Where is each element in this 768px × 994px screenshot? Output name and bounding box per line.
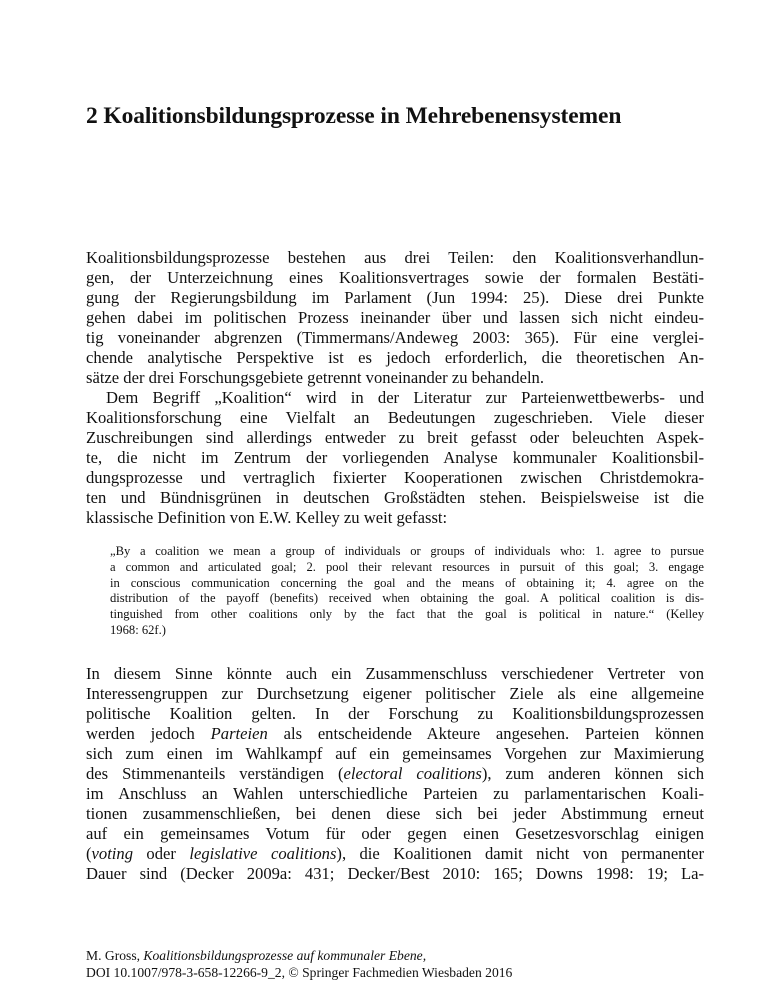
- text-run: des Stimmenanteils verständigen (: [86, 764, 344, 783]
- quote-line: in conscious communication concerning the goal and the means of obtaining it; 4. agree on the: [110, 575, 704, 590]
- text-line: In diesem Sinne könnte auch ein Zusammenschluss verschiedener Vertreter von: [86, 664, 704, 683]
- text-line: gung der Regierungsbildung im Parlament (Jun 1994: 25). Diese drei Punkte: [86, 288, 704, 307]
- emphasis-legislative-coalitions: legislative coalitions: [189, 844, 337, 863]
- quote-line: distribution of the payoff (benefits) received when obtaining the goal. A political coalition is dis-: [110, 591, 704, 606]
- block-quote: [110, 544, 704, 639]
- paragraph-coalition-types: [86, 664, 704, 884]
- text-run: ), zum anderen können sich: [481, 764, 704, 783]
- footer-book-title: Koalitionsbildungsprozesse auf kommunaler Ebene,: [143, 948, 427, 963]
- text-line: tionen zusammenschließen, bei denen diese sich bei jeder Abstimmung erneut: [86, 804, 704, 823]
- text-line: Interessengruppen zur Durchsetzung eigener politischer Ziele als eine allgemeine: [86, 684, 704, 703]
- text-line: gehen dabei im politischen Prozess ineinander über und lassen sich nicht eindeu-: [86, 308, 704, 327]
- text-line: klassische Definition von E.W. Kelley zu weit gefasst:: [86, 508, 448, 527]
- text-line: sätze der drei Forschungsgebiete getrennt voneinander zu behandeln.: [86, 368, 544, 387]
- text-line: [86, 844, 704, 864]
- text-line: [86, 764, 704, 784]
- quote-line: a common and articulated goal; 2. pool their relevant resources in pursuit of this goal; 3. engage: [110, 559, 704, 574]
- text-run: werden jedoch: [86, 724, 211, 743]
- text-run: ), die Koalitionen damit nicht von permanenter: [336, 844, 704, 863]
- text-line: Dauer sind (Decker 2009a: 431; Decker/Best 2010: 165; Downs 1998: 19; La-: [86, 864, 704, 883]
- text-line: dungsprozesse und vertraglich fixierter Kooperationen zwischen Christdemokra-: [86, 468, 704, 487]
- emphasis-electoral-coalitions: electoral coalitions: [343, 764, 482, 783]
- text-line: politische Koalition gelten. In der Forschung zu Koalitionsbildungsprozessen: [86, 704, 704, 723]
- text-line: chende analytische Perspektive ist es jedoch erforderlich, die theoretischen An-: [86, 348, 704, 367]
- quote-line: „By a coalition we mean a group of individuals or groups of individuals who: 1. agree to pursue: [110, 544, 704, 558]
- quote-line: tinguished from other coalitions only by the fact that the goal is political in nature.“ (Kelley: [110, 607, 704, 622]
- citation-footer: [86, 947, 512, 981]
- text-line: ten und Bündnisgrünen in deutschen Großstädten stehen. Beispielsweise ist die: [86, 488, 704, 507]
- text-line: sich zum einen im Wahlkampf auf ein gemeinsames Vorgehen zur Maximierung: [86, 744, 704, 763]
- footer-author-line: [86, 947, 512, 964]
- emphasis-parteien: Parteien: [210, 724, 268, 743]
- text-line: im Anschluss an Wahlen unterschiedliche Parteien zu parlamentarischen Koali-: [86, 784, 704, 803]
- footer-doi: DOI 10.1007/978-3-658-12266-9_2, © Springer Fachmedien Wiesbaden 2016: [86, 965, 513, 980]
- quote-line: 1968: 62f.): [110, 622, 166, 637]
- text-line: gen, der Unterzeichnung eines Koalitionsvertrages sowie der formalen Bestäti-: [86, 268, 704, 287]
- text-run: (: [86, 844, 92, 863]
- footer-author: M. Gross,: [86, 948, 144, 963]
- text-line: Zuschreibungen sind allerdings entweder zu breit gefasst oder beleuchten Aspek-: [86, 428, 704, 447]
- text-line: tig voneinander abgrenzen (Timmermans/Andeweg 2003: 365). Für eine verglei-: [86, 328, 704, 347]
- text-line: auf ein gemeinsames Votum für oder gegen einen Gesetzesvorschlag einigen: [86, 824, 704, 843]
- emphasis-voting: voting: [91, 844, 134, 863]
- paragraph-intro: [86, 248, 704, 528]
- chapter-title: 2 Koalitionsbildungsprozesse in Mehrebenensystemen: [86, 103, 622, 129]
- text-line: Koalitionsforschung eine Vielfalt an Bedeutungen zugeschrieben. Viele dieser: [86, 408, 704, 427]
- text-line: Koalitionsbildungsprozesse bestehen aus drei Teilen: den Koalitionsverhandlun-: [86, 248, 704, 267]
- text-run: oder: [133, 844, 190, 863]
- text-run: als entscheidende Akteure angesehen. Parteien können: [267, 724, 704, 743]
- text-line: Dem Begriff „Koalition“ wird in der Literatur zur Parteienwettbewerbs- und: [106, 388, 704, 407]
- text-line: te, die nicht im Zentrum der vorliegenden Analyse kommunaler Koalitionsbil-: [86, 448, 704, 467]
- text-line: [86, 724, 704, 744]
